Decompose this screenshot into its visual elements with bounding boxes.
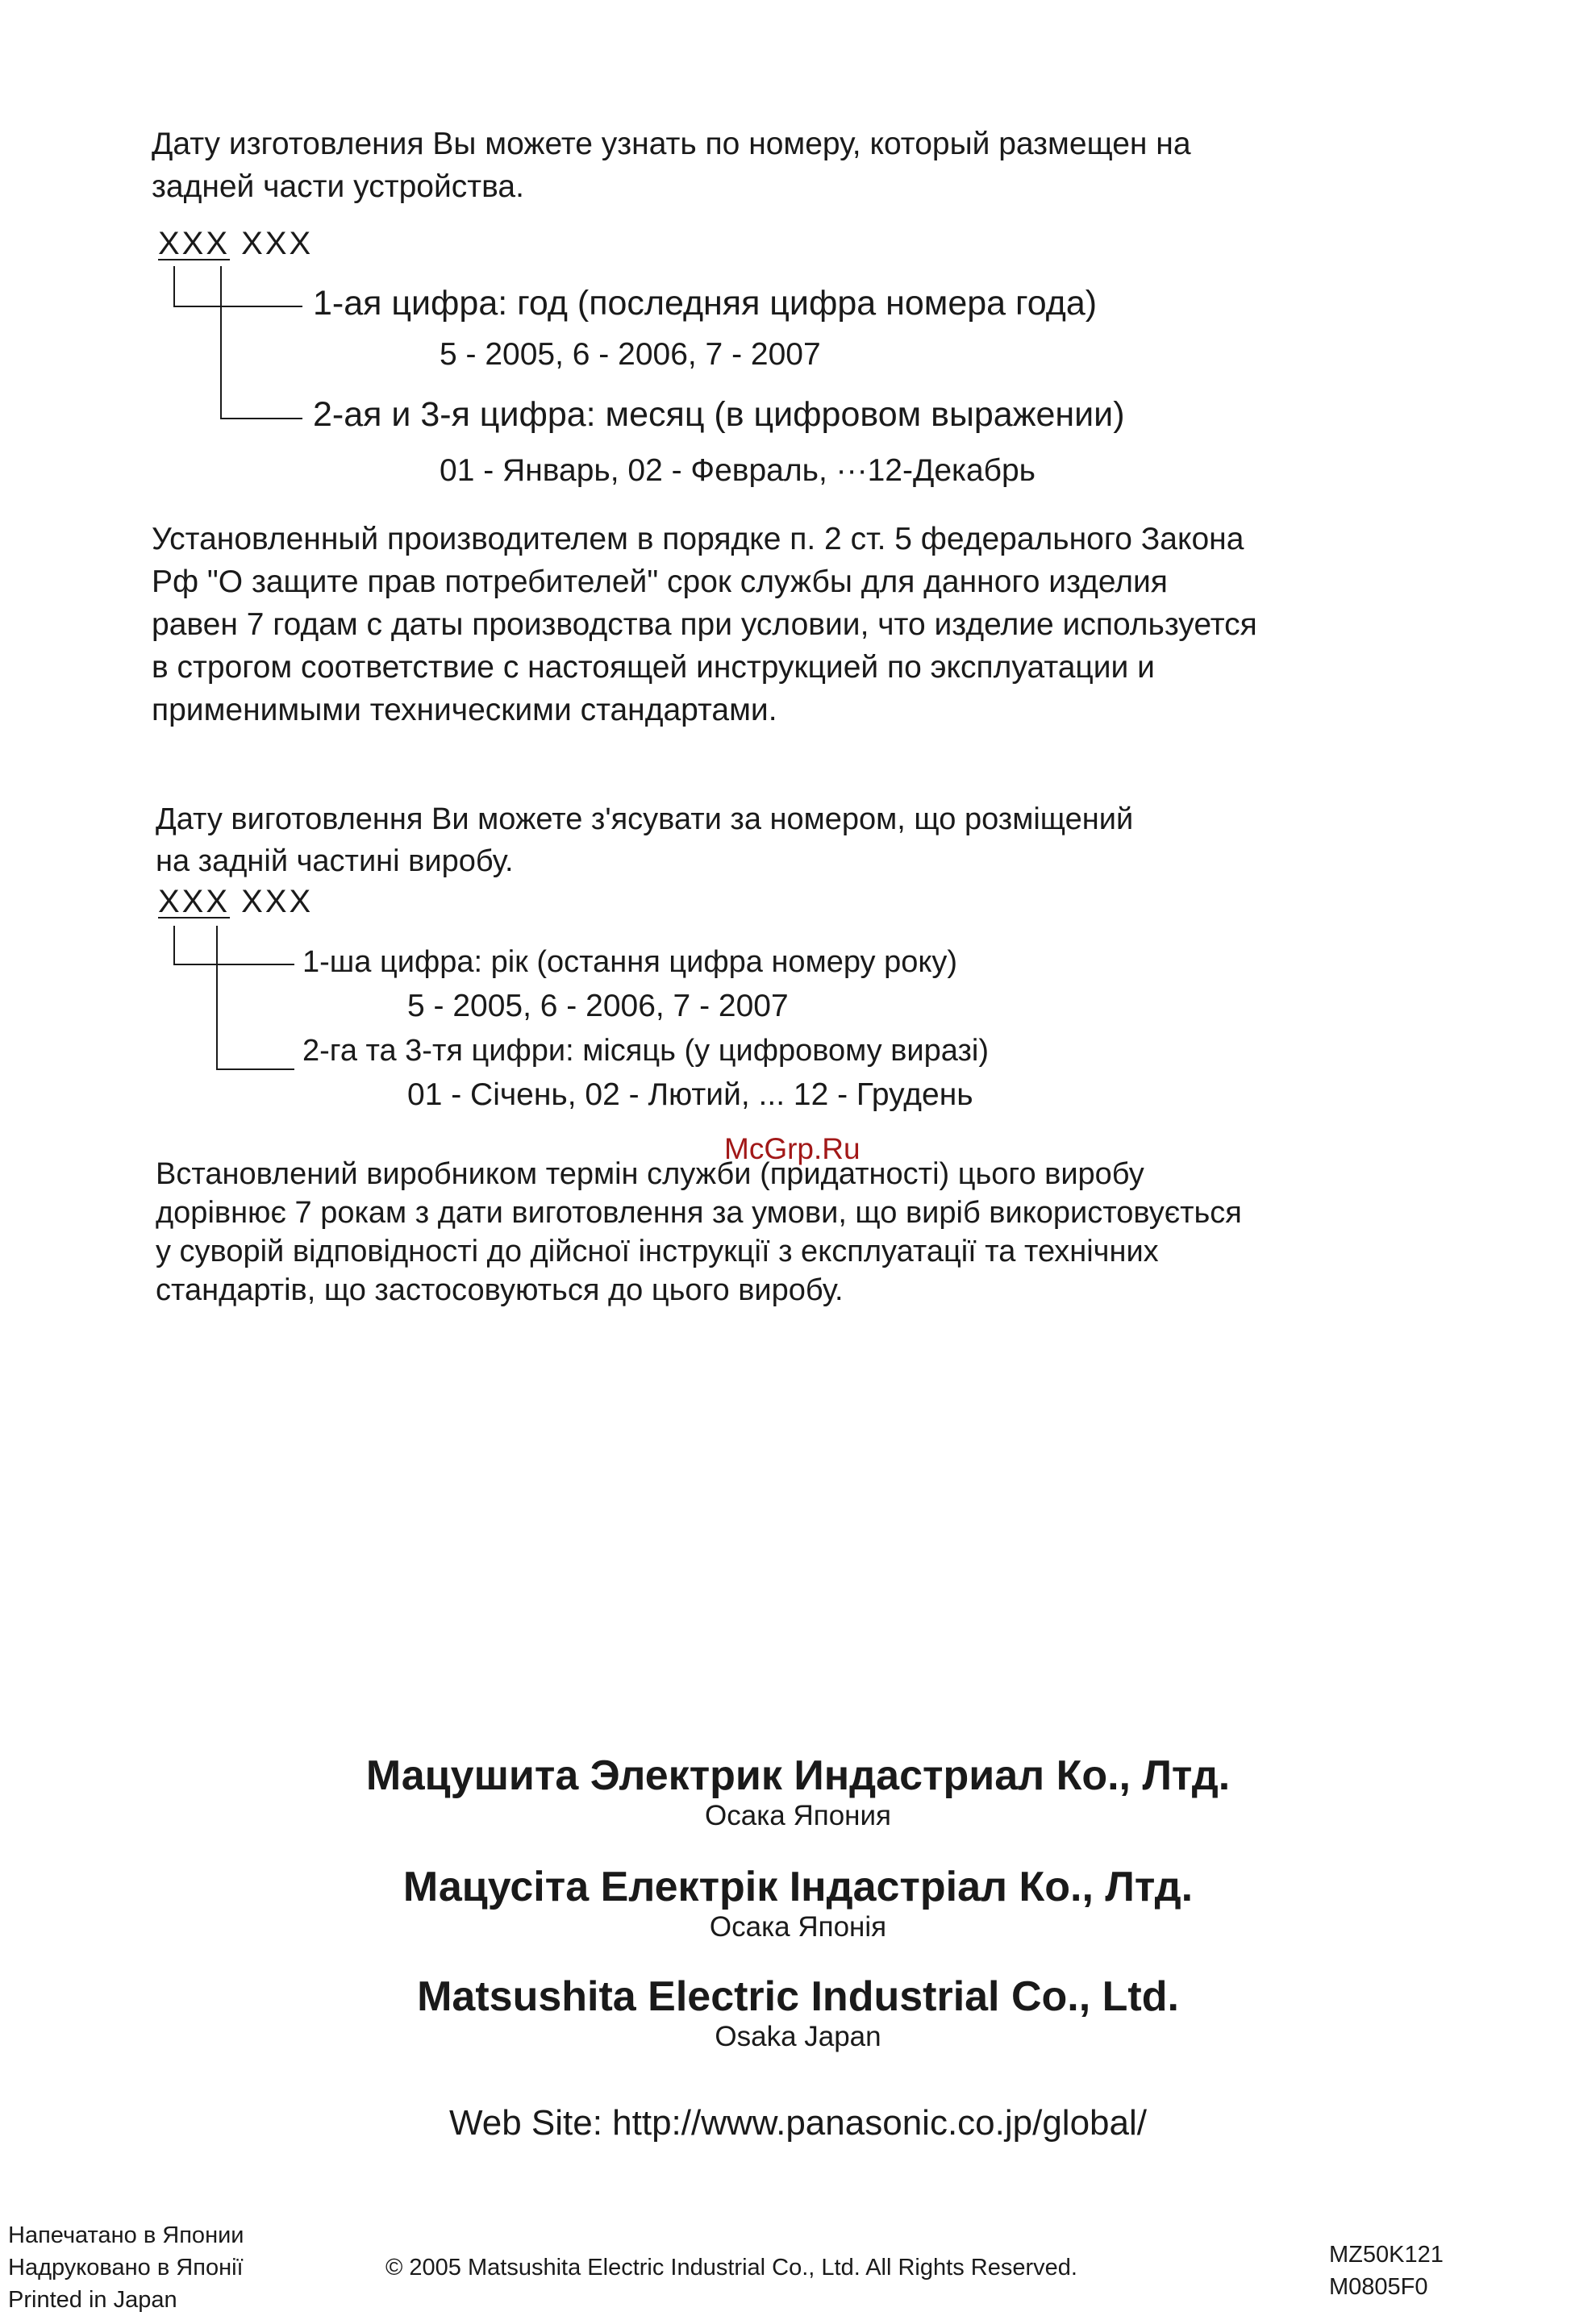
- ru-code: [158, 226, 313, 262]
- ua-code-underlined: XXX: [158, 884, 231, 919]
- ru-bracket-line: [173, 306, 302, 307]
- company-name: Мацушита Электрик Индастриал Ко., Лтд.: [365, 1752, 1231, 1799]
- ua-code-rest: XXX: [241, 884, 314, 919]
- copyright: © 2005 Matsushita Electric Industrial Co., Ltd. All Rights Reserved.: [385, 2255, 1077, 2281]
- ru-bracket-line: [220, 418, 302, 419]
- ru-service-line: Рф "О защите прав потребителей" срок службы для данного изделия: [152, 564, 1168, 599]
- ru-digit23-label: 2-ая и 3-я цифра: месяц (в цифровом выражении): [313, 395, 1125, 434]
- ru-service-line: равен 7 годам с даты производства при условии, что изделие используется: [152, 607, 1257, 642]
- printed-line: Напечатано в Японии: [8, 2222, 244, 2248]
- ru-intro-line: Дату изготовления Вы можете узнать по номеру, который размещен на: [152, 127, 1191, 161]
- watermark-text: McGrp.Ru: [724, 1132, 861, 1165]
- ru-digit23-values: 01 - Январь, 02 - Февраль, ···12-Декабрь: [440, 453, 1036, 488]
- ua-service-line: Встановлений виробником термін служби (придатності) цього виробу: [156, 1157, 1144, 1191]
- document-code: MZ50K121: [1329, 2242, 1444, 2268]
- website-link[interactable]: Web Site: http://www.panasonic.co.jp/global/: [448, 2103, 1147, 2143]
- ua-service-line: дорівнює 7 рокам з дати виготовлення за умови, що виріб використовується: [156, 1196, 1242, 1230]
- company-block-ua: [0, 1863, 1596, 1943]
- printed-line: Надруковано в Японії: [8, 2255, 244, 2281]
- ua-bracket-line: [216, 926, 218, 1069]
- ua-digit1-values: 5 - 2005, 6 - 2006, 7 - 2007: [407, 989, 789, 1023]
- company-block-en: [0, 1972, 1596, 2053]
- ua-intro-line: Дату виготовлення Ви можете з'ясувати за номером, що розміщений: [156, 802, 1134, 836]
- ru-intro-line: задней части устройства.: [152, 169, 524, 204]
- ua-service-life: [156, 1155, 1242, 1310]
- ru-service-line: в строгом соответствие с настоящей инструкцией по эксплуатации и: [152, 650, 1155, 685]
- ua-digit23-values: 01 - Січень, 02 - Лютий, ... 12 - Грудень: [407, 1077, 973, 1112]
- printed-in: [8, 2219, 244, 2316]
- ua-intro: [156, 798, 1133, 882]
- ru-digit1-label: 1-ая цифра: год (последняя цифра номера года): [313, 284, 1098, 323]
- company-name: Matsushita Electric Industrial Co., Ltd.: [417, 1973, 1179, 2020]
- ua-service-line: у суворій відповідності до дійсної інструкції з експлуатації та технічних: [156, 1235, 1159, 1268]
- ua-intro-line: на задній частині виробу.: [156, 844, 514, 878]
- printed-line: Printed in Japan: [8, 2287, 177, 2313]
- company-city: Осака Японія: [709, 1911, 887, 1943]
- ua-digit23-label: 2-га та 3-тя цифри: місяць (у цифровому виразі): [302, 1034, 990, 1068]
- ua-bracket-line: [216, 1068, 294, 1070]
- company-name: Мацусіта Електрік Індастріал Ко., Лтд.: [402, 1864, 1194, 1910]
- company-block-ru: [0, 1752, 1596, 1832]
- ua-bracket-line: [173, 926, 175, 964]
- document-codes: [1329, 2239, 1444, 2303]
- ru-service-line: Установленный производителем в порядке п. 2 ст. 5 федерального Закона: [152, 522, 1244, 556]
- ru-bracket-line: [220, 266, 222, 419]
- ru-code-rest: XXX: [241, 226, 314, 261]
- ru-code-underlined: XXX: [158, 226, 231, 261]
- ua-service-line: стандартів, що застосовуються до цього виробу.: [156, 1273, 844, 1307]
- ru-digit1-values: 5 - 2005, 6 - 2006, 7 - 2007: [440, 337, 821, 372]
- ua-code: [158, 884, 313, 920]
- company-city: Osaka Japan: [715, 2021, 881, 2052]
- ua-bracket-line: [173, 964, 294, 965]
- ru-bracket-line: [173, 266, 175, 306]
- ru-intro: [152, 123, 1191, 208]
- ru-service-life: [152, 518, 1257, 731]
- ua-digit1-label: 1-ша цифра: рік (остання цифра номеру року): [302, 945, 958, 979]
- document-code: M0805F0: [1329, 2274, 1428, 2300]
- ru-service-line: применимыми техническими стандартами.: [152, 693, 777, 727]
- company-city: Осака Япония: [705, 1800, 891, 1831]
